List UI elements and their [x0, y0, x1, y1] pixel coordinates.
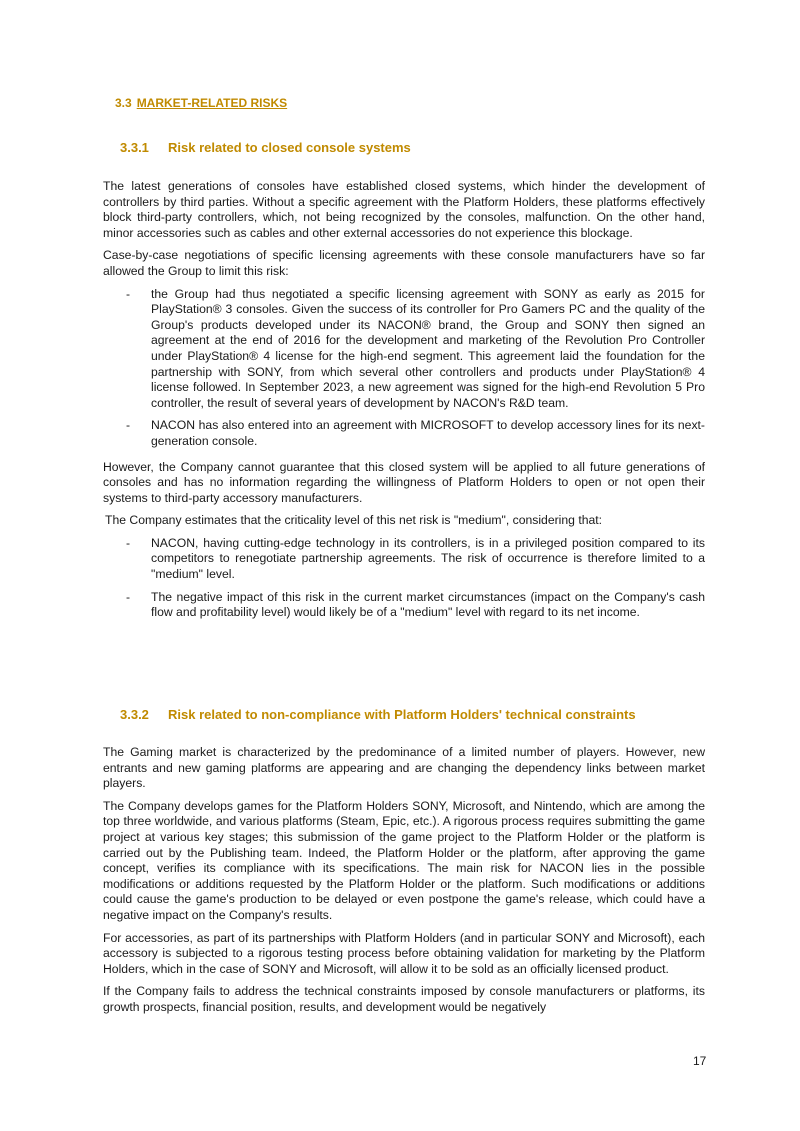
paragraph: If the Company fails to address the technical constraints imposed by console manufacturers or platforms, its growth prospects, financial position, results, and development would be negatively	[103, 984, 705, 1014]
subsection-title: Risk related to non-compliance with Platform Holders' technical constraints	[168, 707, 636, 722]
subsection-body-1	[103, 179, 705, 631]
bullet-list	[103, 536, 705, 621]
list-item: - NACON, having cutting-edge technology in its controllers, is in a privileged position compared to its competitors to renegotiate partnership agreements. The risk of occurrence is therefore limited to a "medium" level.	[126, 535, 705, 582]
list-item: - NACON has also entered into an agreement with MICROSOFT to develop accessory lines for its next-generation console.	[126, 418, 705, 448]
dash-bullet-icon: -	[126, 418, 131, 433]
list-item: - the Group had thus negotiated a specific licensing agreement with SONY as early as 2015 for PlayStation® 3 consoles. Given the success of its controller for Pro Gamers PC and the quality of the Group's products developed under its NACON® brand, the Group and SONY then signed an agreement at the end of 2016 for the development and marketing of the Revolution Pro Controller under PlayStation® 4 license for the high-end segment. This agreement laid the foundation for the partnership with SONY, from which several other controllers and products under PlayStation® 4 license followed. In September 2023, a new agreement was signed for the high-end Revolution 5 Pro controller, the result of several years of development by NACON's R&D team.	[126, 286, 705, 410]
paragraph: However, the Company cannot guarantee that this closed system will be applied to all future generations of consoles and has no information regarding the willingness of Platform Holders to open or not open their systems to third-party accessory manufacturers.	[103, 459, 705, 505]
subsection-body-2	[103, 745, 705, 1023]
paragraph: The latest generations of consoles have established closed systems, which hinder the development of controllers by third parties. Without a specific agreement with the Platform Holders, these platforms effectively block third-party controllers, which, not being recognized by the consoles, malfunction. On the other hand, minor accessories such as cables and other external accessories do not experience this blockage.	[103, 179, 705, 240]
subsection-heading-1	[120, 140, 411, 155]
list-item: - The negative impact of this risk in the current market circumstances (impact on the Company's cash flow and profitability level) would likely be of a "medium" level with regard to its net income.	[126, 589, 705, 620]
dash-bullet-icon: -	[126, 589, 131, 604]
section-heading	[115, 96, 287, 110]
subsection-heading-2	[120, 707, 636, 722]
dash-bullet-icon: -	[126, 286, 131, 301]
subsection-number: 3.3.1	[120, 140, 149, 155]
page-number: 17	[693, 1054, 707, 1068]
paragraph: The Company develops games for the Platform Holders SONY, Microsoft, and Nintendo, which are among the top three worldwide, and various platforms (Steam, Epic, etc.). A rigorous process requires submitting the game project at various key stages; this submission of the game project to the Platform Holder or the platform is carried out by the Publishing team. Indeed, the Platform Holder or the platform, after approving the game concept, verifies its compliance with its specifications. The main risk for NACON lies in the possible modifications or additions requested by the Platform Holder or the platform. Such modifications or additions could cause the game's production to be delayed or even postpone the game's release, which could have a negative impact on the Company's results.	[103, 798, 705, 922]
section-number: 3.3	[115, 96, 132, 110]
paragraph: For accessories, as part of its partnerships with Platform Holders (and in particular SONY and Microsoft), each accessory is subjected to a rigorous testing process before obtaining validation for marketing by the Platform Holders, which in the case of SONY and Microsoft, will allow it to be sold as an officially licensed product.	[103, 930, 705, 976]
section-title: MARKET-RELATED RISKS	[136, 96, 288, 110]
paragraph: The Gaming market is characterized by the predominance of a limited number of players. However, new entrants and new gaming platforms are appearing and are changing the dependency links between market players.	[103, 745, 705, 791]
dash-bullet-icon: -	[126, 535, 131, 550]
paragraph: Case-by-case negotiations of specific licensing agreements with these console manufacturers have so far allowed the Group to limit this risk:	[103, 248, 705, 278]
bullet-list	[103, 287, 705, 450]
subsection-title: Risk related to closed console systems	[168, 140, 411, 155]
subsection-number: 3.3.2	[120, 707, 149, 722]
paragraph: The Company estimates that the criticality level of this net risk is "medium", considering that:	[105, 513, 603, 528]
